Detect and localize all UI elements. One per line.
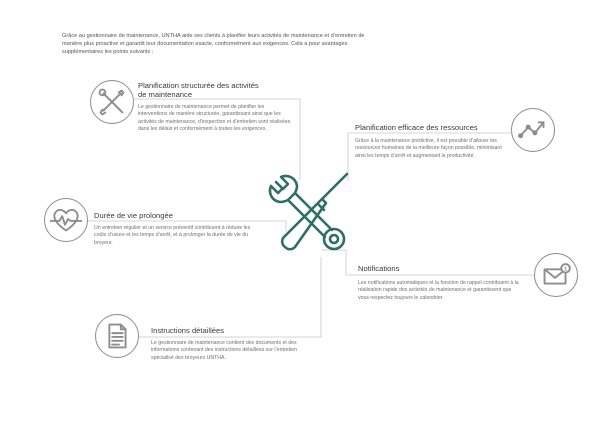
instructions-title: Instructions détaillées	[151, 326, 225, 335]
notifications-title: Notifications	[358, 264, 400, 273]
planification-ressources-title: Planification efficace des ressources	[355, 123, 478, 132]
document-icon	[95, 314, 139, 358]
instructions-text: Le gestionnaire de maintenance contient des documents et des informations contenant des instructions détaillées sur l’entretien spécialisé des broyeurs UNTHA.	[151, 340, 297, 361]
duree-vie-text: Un entretien régulier et un service préventif contribuent à réduire les coûts d’usure et les temps d’arrêt, et à prolonger la durée de vie du broyeur.	[94, 225, 251, 246]
planification-structuree-text: Le gestionnaire de maintenance permet de planifier les interventions de manière structurée, garantissant ainsi que les activités de maintenance, d’inspection et d’entretien sont réalisées dans les délais et conformément à toutes les exigences.	[138, 104, 291, 133]
tools-icon	[90, 80, 134, 124]
svg-text:1: 1	[563, 266, 568, 273]
heart-pulse-icon	[44, 198, 88, 242]
planification-structuree-title: Planification structurée des activités de maintenance	[138, 81, 259, 99]
intro-paragraph: Grâce au gestionnaire de maintenance, UNTHA aide ses clients à planifier leurs activités de maintenance et d’entretien de manière plus proactive et garantit leur documentation exacte, conformément aux exigences. Cela a pour avantages supplémentaires les points suivants :	[62, 33, 365, 56]
mail-notification-icon	[534, 253, 578, 297]
connector-instructions	[118, 257, 321, 337]
planification-ressources-text: Grâce à la maintenance prédictive, il est possible d’allouer les ressources humaines de la meilleure façon possible, minimisant ainsi les temps d’arrêt et augmentant la productivité.	[355, 138, 502, 159]
wrench-screwdriver-icon	[262, 170, 358, 266]
duree-vie-title: Durée de vie prolongée	[94, 211, 173, 220]
notifications-text: Les notifications automatiques et la fonction de rappel contribuent à la réalisation rapide des activités de maintenance et garantissent que vous respectez toujours le calendrier.	[358, 280, 519, 301]
trend-chart-icon	[511, 108, 555, 152]
